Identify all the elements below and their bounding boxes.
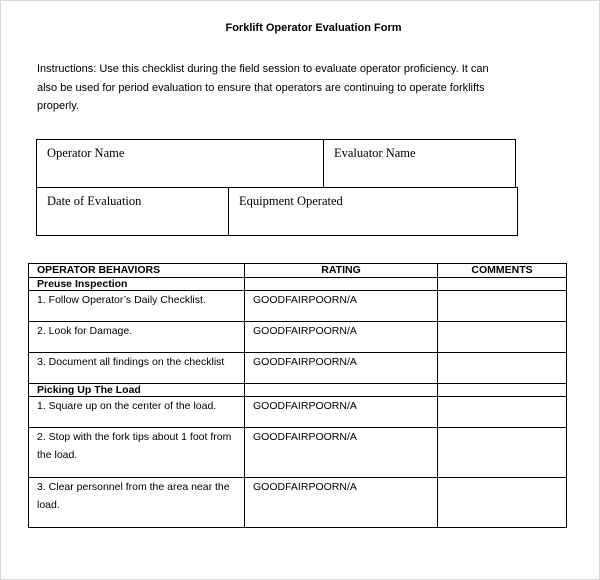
rating-options[interactable] — [245, 322, 438, 353]
rating-poor[interactable]: POOR — [308, 356, 340, 368]
rating-na[interactable]: N/A — [339, 481, 357, 493]
comments-cell[interactable] — [438, 353, 567, 384]
table-header-row — [29, 264, 567, 278]
table-row — [29, 322, 567, 353]
table-row — [29, 478, 567, 528]
comments-cell[interactable] — [438, 322, 567, 353]
section-comments-empty — [438, 278, 567, 291]
behavior-item: 2. Look for Damage. — [29, 322, 245, 353]
rating-good[interactable]: GOOD — [253, 431, 286, 443]
comments-header: COMMENTS — [438, 264, 567, 278]
section-rating-empty — [245, 278, 438, 291]
operator-name-label: Operator Name — [47, 146, 125, 160]
section-row — [29, 384, 567, 397]
rating-poor[interactable]: POOR — [308, 481, 340, 493]
rating-fair[interactable]: FAIR — [285, 481, 309, 493]
rating-good[interactable]: GOOD — [253, 294, 286, 306]
equipment-operated-field[interactable] — [228, 187, 518, 236]
rating-poor[interactable]: POOR — [308, 325, 340, 337]
rating-good[interactable]: GOOD — [253, 325, 286, 337]
rating-fair[interactable]: FAIR — [285, 356, 309, 368]
rating-good[interactable]: GOOD — [253, 356, 286, 368]
rating-options[interactable] — [245, 478, 438, 528]
date-of-evaluation-label: Date of Evaluation — [47, 194, 142, 208]
instructions-text: Instructions: Use this checklist during the field session to evaluate operator proficiency. It can also be used for period evaluation to ensure that operators are continuing to operate forklifts properly. — [37, 63, 489, 112]
evaluator-name-field[interactable] — [323, 139, 516, 188]
rating-poor[interactable]: POOR — [308, 431, 340, 443]
comments-cell[interactable] — [438, 397, 567, 428]
comments-cell[interactable] — [438, 478, 567, 528]
rating-fair[interactable]: FAIR — [285, 400, 309, 412]
behaviors-header: OPERATOR BEHAVIORS — [29, 264, 245, 278]
rating-options[interactable] — [245, 291, 438, 322]
form-title: Forklift Operator Evaluation Form — [225, 22, 402, 34]
rating-na[interactable]: N/A — [339, 325, 357, 337]
comments-cell[interactable] — [438, 428, 567, 478]
section-title: Picking Up The Load — [29, 384, 245, 397]
operator-name-field[interactable] — [36, 139, 324, 188]
rating-fair[interactable]: FAIR — [285, 294, 309, 306]
behavior-item: 1. Square up on the center of the load. — [29, 397, 245, 428]
section-title: Preuse Inspection — [29, 278, 245, 291]
comments-cell[interactable] — [438, 291, 567, 322]
rating-poor[interactable]: POOR — [308, 294, 340, 306]
rating-na[interactable]: N/A — [339, 431, 357, 443]
rating-na[interactable]: N/A — [339, 294, 357, 306]
table-row — [29, 353, 567, 384]
behavior-item: 3. Document all findings on the checklist — [29, 353, 245, 384]
table-row — [29, 291, 567, 322]
rating-header: RATING — [245, 264, 438, 278]
rating-fair[interactable]: FAIR — [285, 431, 309, 443]
rating-good[interactable]: GOOD — [253, 400, 286, 412]
rating-good[interactable]: GOOD — [253, 481, 286, 493]
rating-options[interactable] — [245, 397, 438, 428]
table-row — [29, 428, 567, 478]
rating-fair[interactable]: FAIR — [285, 325, 309, 337]
rating-options[interactable] — [245, 428, 438, 478]
evaluator-name-label: Evaluator Name — [334, 146, 416, 160]
evaluation-table — [28, 263, 567, 528]
section-comments-empty — [438, 384, 567, 397]
behavior-item: 2. Stop with the fork tips about 1 foot from the load. — [29, 428, 245, 478]
behavior-item: 3. Clear personnel from the area near the load. — [29, 478, 245, 528]
section-row — [29, 278, 567, 291]
rating-poor[interactable]: POOR — [308, 400, 340, 412]
section-rating-empty — [245, 384, 438, 397]
date-of-evaluation-field[interactable] — [36, 187, 229, 236]
rating-na[interactable]: N/A — [339, 400, 357, 412]
equipment-operated-label: Equipment Operated — [239, 194, 343, 208]
rating-na[interactable]: N/A — [339, 356, 357, 368]
behavior-item: 1. Follow Operator’s Daily Checklist. — [29, 291, 245, 322]
rating-options[interactable] — [245, 353, 438, 384]
table-row — [29, 397, 567, 428]
